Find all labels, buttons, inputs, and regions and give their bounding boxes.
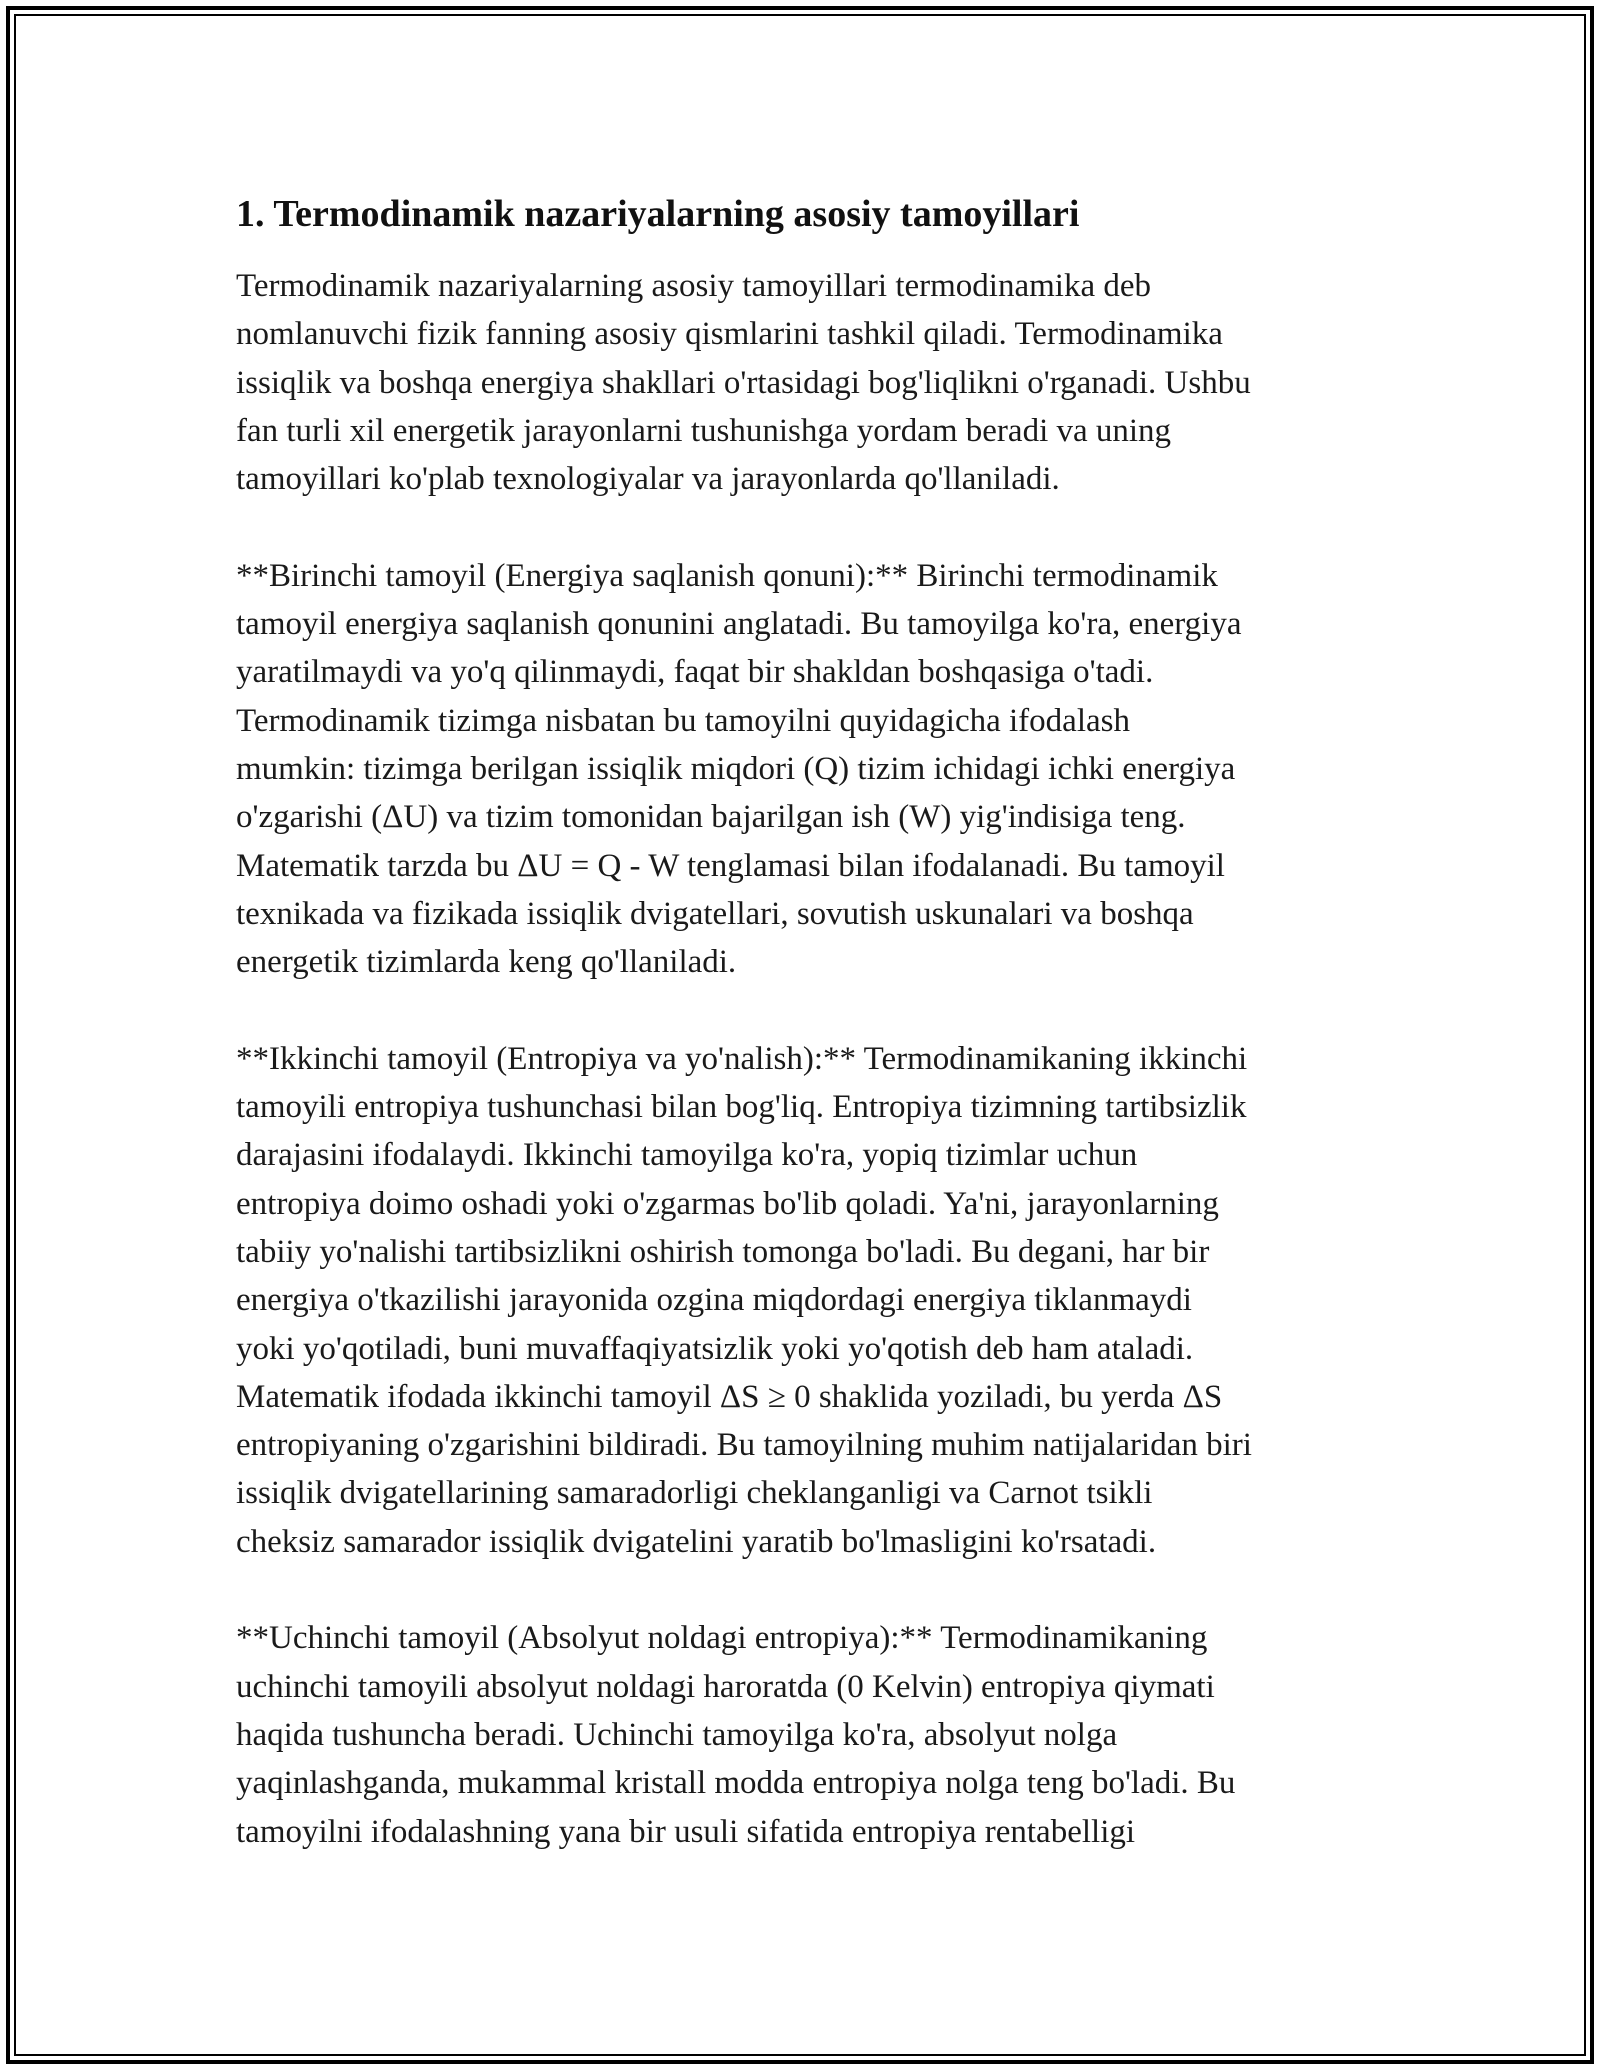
paragraph-first-principle: **Birinchi tamoyil (Energiya saqlanish qonuni):** Birinchi termodinamik tamoyil energiya saqlanish qonunini anglatadi. Bu tamoyilga ko'ra, energiya yaratilmaydi va yo'q qilinmaydi, faqat bir shakldan boshqasiga o'tadi. Termodinamik tizimga nisbatan bu tamoyilni quyidagicha ifodalash mumkin: tizimga berilgan issiqlik miqdori (Q) tizim ichidagi ichki energiya o'zgarishi (ΔU) va tizim tomonidan bajarilgan ish (W) yig'indisiga teng. Matematik tarzda bu ΔU = Q - W tenglamasi bilan ifodalanadi. Bu tamoyil texnikada va fizikada issiqlik dvigatellari, sovutish uskunalari va boshqa energetik tizimlarda keng qo'llaniladi. xyxy=(236,557,1242,981)
paragraph-second-principle: **Ikkinchi tamoyil (Entropiya va yo'nalish):** Termodinamikaning ikkinchi tamoyili entropiya tushunchasi bilan bog'liq. Entropiya tizimning tartibsizlik darajasini ifodalaydi. Ikkinchi tamoyilga ko'ra, yopiq tizimlar uchun entropiya doimo oshadi yoki o'zgarmas bo'lib qoladi. Ya'ni, jarayonlarning tabiiy yo'nalishi tartibsizlikni oshirish tomonga bo'ladi. Bu degani, har bir energiya o'tkazilishi jarayonida ozgina miqdordagi energiya tiklanmaydi yoki yo'qotiladi, buni muvaffaqiyatsizlik yoki yo'qotish deb ham ataladi. Matematik ifodada ikkinchi tamoyil ΔS ≥ 0 shaklida yoziladi, bu yerda ΔS entropiyaning o'zgarishini bildiradi. Bu tamoyilning muhim natijalaridan biri issiqlik dvigatellarining samaradorligi cheklanganligi va Carnot tsikli cheksiz samarador issiqlik dvigatelini yaratib bo'lmasligini ko'rsatadi. xyxy=(236,1040,1252,1560)
paragraph-intro: Termodinamik nazariyalarning asosiy tamoyillari termodinamika deb nomlanuvchi fizik fanning asosiy qismlarini tashkil qiladi. Termodinamika issiqlik va boshqa energiya shakllari o'rtasidagi bog'liqlikni o'rganadi. Ushbu fan turli xil energetik jarayonlarni tushunishga yordam beradi va uning tamoyillari ko'plab texnologiyalar va jarayonlarda qo'llaniladi. xyxy=(236,268,1251,498)
document-body xyxy=(236,186,1386,1856)
document-title: 1. Termodinamik nazariyalarning asosiy tamoyillari xyxy=(236,193,1080,235)
paragraph-third-principle: **Uchinchi tamoyil (Absolyut noldagi entropiya):** Termodinamikaning uchinchi tamoyili absolyut noldagi haroratda (0 Kelvin) entropiya qiymati haqida tushuncha beradi. Uchinchi tamoyilga ko'ra, absolyut nolga yaqinlashganda, mukammal kristall modda entropiya nolga teng bo'ladi. Bu tamoyilni ifodalashning yana bir usuli sifatida entropiya rentabelligi xyxy=(236,1620,1236,1850)
